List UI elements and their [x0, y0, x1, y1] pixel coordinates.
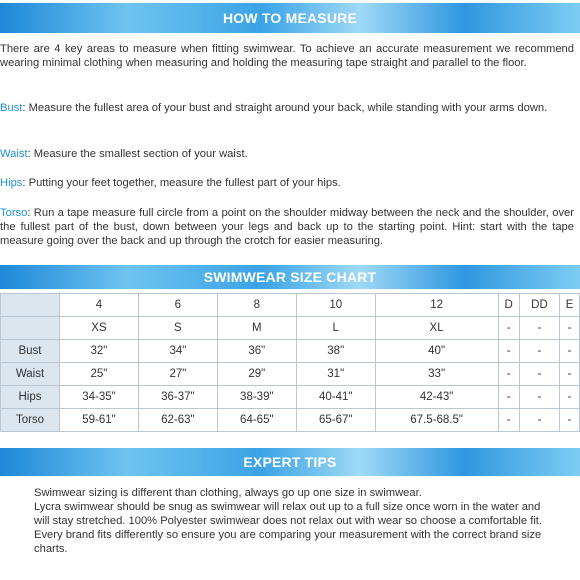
table-cell: 29" — [217, 363, 296, 386]
measure-item-waist — [0, 147, 574, 161]
table-cell: 27" — [138, 363, 217, 386]
table-header-cell: 10 — [296, 294, 375, 317]
table-cell: 42-43" — [375, 386, 498, 409]
size-number-row — [1, 294, 580, 317]
expert-tips-banner — [0, 448, 580, 476]
table-cell: 65-67" — [296, 409, 375, 432]
table-row — [1, 363, 580, 386]
table-cell: - — [498, 386, 519, 409]
how-to-measure-heading: HOW TO MEASURE — [223, 10, 357, 26]
table-cell: - — [560, 340, 580, 363]
table-header-cell: DD — [519, 294, 559, 317]
table-cell: - — [560, 386, 580, 409]
tip-line: Lycra swimwear should be snug as swimwear will relax out up to a full size once worn in the water and will stay stretched. 100% Polyester swimwear does not relax out with wear so choose a comfortable fit. — [34, 501, 543, 527]
table-cell: - — [498, 409, 519, 432]
table-cell: - — [560, 363, 580, 386]
measure-term-torso: Torso — [0, 207, 28, 219]
measure-text-hips: : Putting your feet together, measure the fullest part of your hips. — [22, 177, 341, 189]
measure-text-waist: : Measure the smallest section of your waist. — [27, 148, 248, 160]
table-cell: 38-39" — [217, 386, 296, 409]
table-cell: 32" — [60, 340, 139, 363]
table-header-cell: D — [498, 294, 519, 317]
measure-term-bust: Bust — [0, 102, 23, 114]
table-header-cell: 12 — [375, 294, 498, 317]
table-cell: 67.5-68.5" — [375, 409, 498, 432]
table-cell: - — [560, 409, 580, 432]
expert-tips-heading: EXPERT TIPS — [243, 454, 337, 470]
table-cell: L — [296, 317, 375, 340]
measure-term-waist: Waist — [0, 148, 28, 160]
table-cell: 33" — [375, 363, 498, 386]
table-header-cell: E — [560, 294, 580, 317]
table-cell: 36" — [217, 340, 296, 363]
measure-term-hips: Hips — [0, 177, 23, 189]
table-row — [1, 386, 580, 409]
tip-line: Every brand fits differently so ensure you are comparing your measurement with the correct brand size charts. — [34, 529, 542, 555]
table-header-cell: 8 — [217, 294, 296, 317]
size-chart-banner — [0, 265, 580, 289]
table-cell: 38" — [296, 340, 375, 363]
table-header-cell: 4 — [60, 294, 139, 317]
measure-text-torso: : Run a tape measure full circle from a point on the shoulder midway between the neck and the shoulder, over the fullest part of the bust, down between your legs and back up to the starting point. Hint: start with the tape measure going over the back and up through the crotch for easier measuring. — [0, 207, 574, 247]
table-cell: 34" — [138, 340, 217, 363]
measure-intro: There are 4 key areas to measure when fitting swimwear. To achieve an accurate measurement we recommend wearing minimal clothing when measuring and holding the measuring tape straight and parallel to the floor. — [0, 43, 574, 69]
table-row-label: Bust — [1, 340, 60, 363]
table-cell: - — [519, 386, 559, 409]
table-header-cell: 6 — [138, 294, 217, 317]
table-corner-cell — [1, 294, 60, 317]
table-cell: - — [498, 340, 519, 363]
how-to-measure-banner — [0, 3, 580, 33]
table-cell: - — [519, 409, 559, 432]
measure-item-hips — [0, 176, 574, 190]
table-cell: - — [498, 363, 519, 386]
table-cell: M — [217, 317, 296, 340]
measure-item-torso — [0, 206, 574, 248]
measure-text-bust: : Measure the fullest area of your bust and straight around your back, while standing with your arms down. — [22, 102, 548, 114]
table-cell: S — [138, 317, 217, 340]
table-cell: - — [519, 317, 559, 340]
tip-line: Swimwear sizing is different than clothing, always go up one size in swimwear. — [34, 487, 422, 499]
table-cell: 31" — [296, 363, 375, 386]
table-row-label: Torso — [1, 409, 60, 432]
table-row — [1, 409, 580, 432]
table-row-label: Hips — [1, 386, 60, 409]
size-letter-row — [1, 317, 580, 340]
table-cell: XS — [60, 317, 139, 340]
size-chart-heading: SWIMWEAR SIZE CHART — [203, 269, 377, 285]
table-cell: 62-63" — [138, 409, 217, 432]
table-cell: 25" — [60, 363, 139, 386]
table-cell: 40" — [375, 340, 498, 363]
table-cell: 36-37" — [138, 386, 217, 409]
expert-tips-list — [34, 486, 554, 556]
table-row — [1, 340, 580, 363]
table-cell: XL — [375, 317, 498, 340]
table-cell: - — [519, 340, 559, 363]
size-chart-table — [0, 293, 580, 432]
table-row-label — [1, 317, 60, 340]
measure-item-bust — [0, 101, 574, 115]
table-cell: 59-61" — [60, 409, 139, 432]
table-cell: - — [519, 363, 559, 386]
table-cell: - — [560, 317, 580, 340]
table-cell: 64-65" — [217, 409, 296, 432]
table-cell: - — [498, 317, 519, 340]
table-cell: 40-41" — [296, 386, 375, 409]
table-row-label: Waist — [1, 363, 60, 386]
table-cell: 34-35" — [60, 386, 139, 409]
